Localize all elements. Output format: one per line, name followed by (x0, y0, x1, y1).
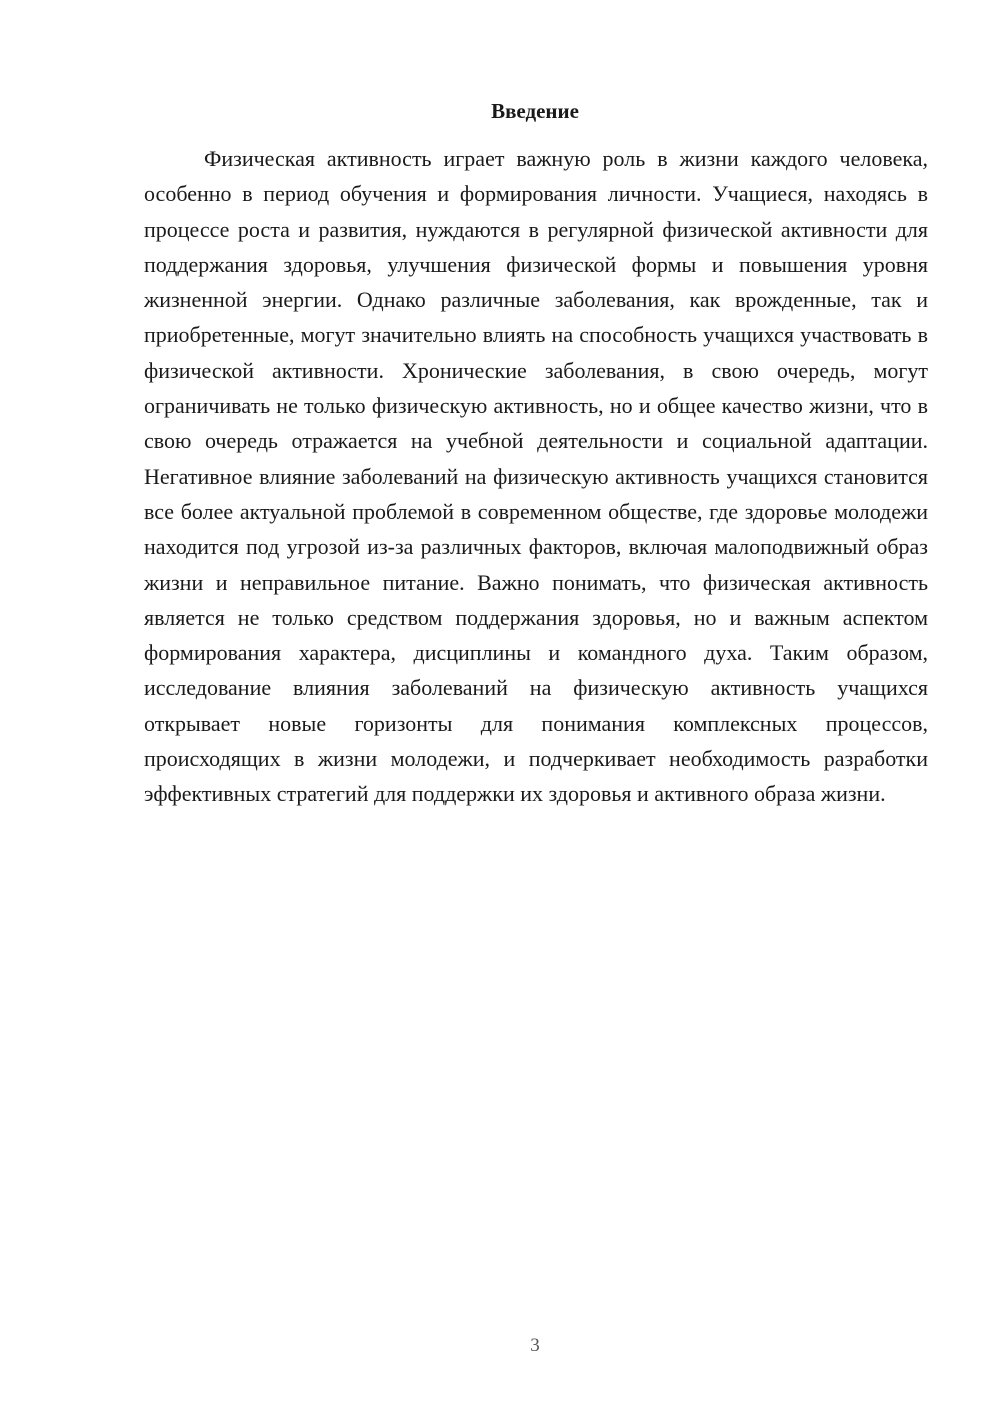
page-number: 3 (530, 1335, 540, 1356)
body-paragraph: Физическая активность играет важную роль в жизни каждого человека, особенно в период обучения и формирования личности. Учащиеся, находясь в процессе роста и развития, нуждаются в регулярной физической активности для поддержания здоровья, улучшения физической формы и повышения уровня жизненной энергии. Однако различные заболевания, как врожденные, так и приобретенные, могут значительно влиять на способность учащихся участвовать в физической активности. Хронические заболевания, в свою очередь, могут ограничивать не только физическую активность, но и общее качество жизни, что в свою очередь отражается на учебной деятельности и социальной адаптации. Негативное влияние заболеваний на физическую активность учащихся становится все более актуальной проблемой в современном обществе, где здоровье молодежи находится под угрозой из-за различных факторов, включая малоподвижный образ жизни и неправильное питание. Важно понимать, что физическая активность является не только средством поддержания здоровья, но и важным аспектом формирования характера, дисциплины и командного духа. Таким образом, исследование влияния заболеваний на физическую активность учащихся открывает новые горизонты для понимания комплексных процессов, происходящих в жизни молодежи, и подчеркивает необходимость разработки эффективных стратегий для поддержки их здоровья и активного образа жизни. (144, 146, 928, 807)
section-heading: Введение (491, 99, 579, 123)
